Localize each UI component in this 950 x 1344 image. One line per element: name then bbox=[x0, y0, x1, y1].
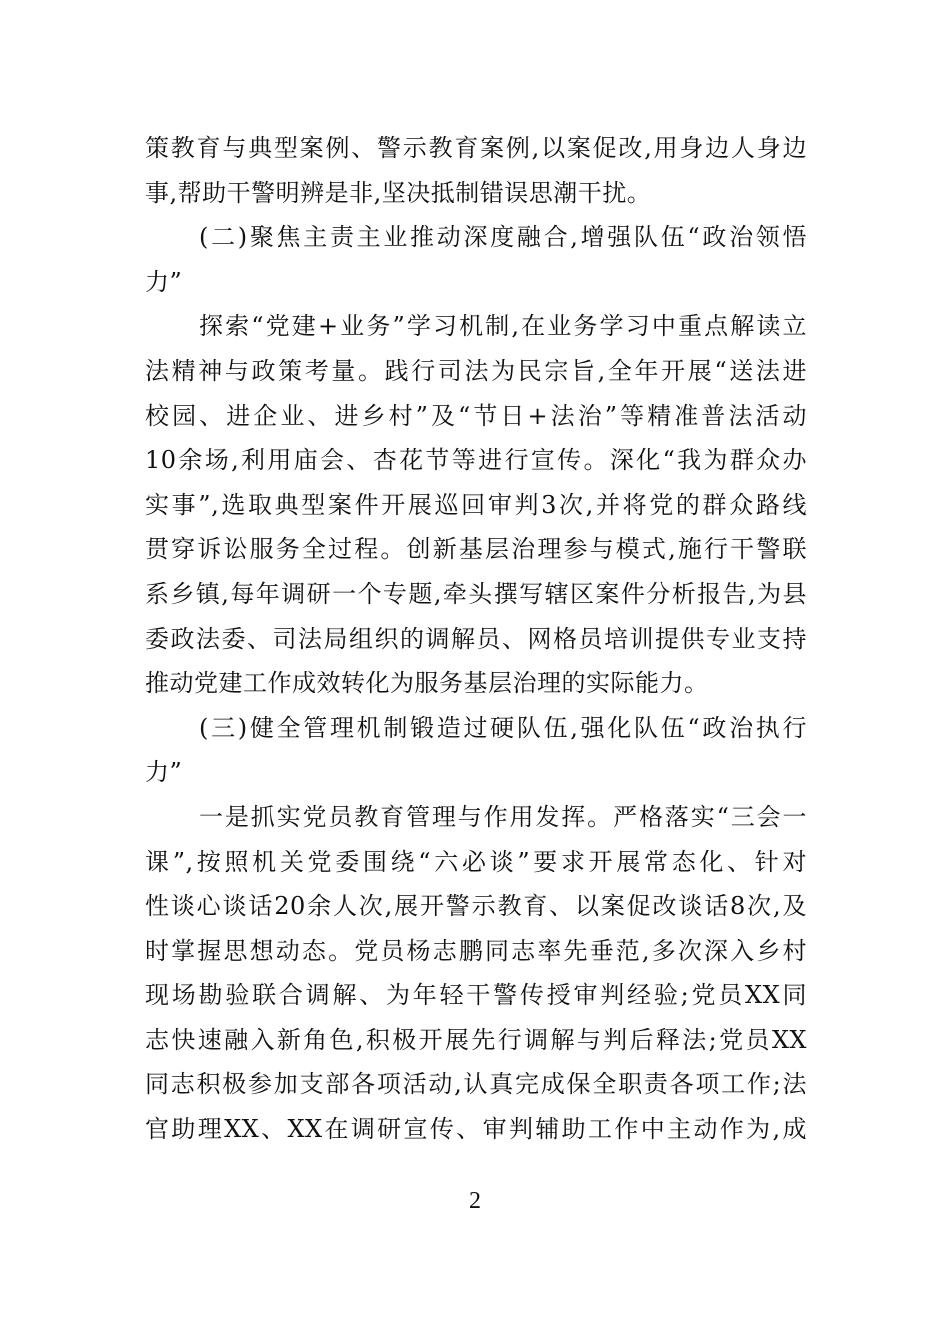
text-line: 一是抓实党员教育管理与作用发挥。严格落实“三会一 bbox=[199, 802, 807, 831]
text-line: 法精神与政策考量。践行司法为民宗旨,全年开展“送法进 bbox=[145, 356, 807, 385]
page-number: 2 bbox=[469, 1188, 481, 1214]
text-line: 课”,按照机关党委围绕“六必谈”要求开展常态化、针对 bbox=[145, 847, 807, 876]
text-line: 校园、进企业、进乡村”及“节日+法治”等精准普法活动 bbox=[145, 401, 807, 430]
text-line: 时掌握思想动态。党员杨志鹏同志率先垂范,多次深入乡村 bbox=[145, 936, 807, 965]
section-heading: 力” bbox=[145, 758, 183, 787]
document-body bbox=[145, 126, 807, 1152]
text-line: 系乡镇,每年调研一个专题,牵头撰写辖区案件分析报告,为县 bbox=[145, 579, 807, 608]
section-heading: (二)聚焦主责主业推动深度融合,增强队伍“政治领悟 bbox=[199, 223, 807, 252]
text-line: 事,帮助干警明辨是非,坚决抵制错误思潮干扰。 bbox=[145, 178, 652, 207]
text-line: 委政法委、司法局组织的调解员、网格员培训提供专业支持 bbox=[145, 624, 807, 653]
text-line: 同志积极参加支部各项活动,认真完成保全职责各项工作;法 bbox=[145, 1070, 807, 1099]
text-line: 推动党建工作成效转化为服务基层治理的实际能力。 bbox=[145, 669, 709, 698]
text-line: 官助理XX、XX在调研宣传、审判辅助工作中主动作为,成 bbox=[145, 1115, 807, 1144]
text-line: 10余场,利用庙会、杏花节等进行宣传。深化“我为群众办 bbox=[145, 446, 807, 475]
text-line: 性谈心谈话20余人次,展开警示教育、以案促改谈话8次,及 bbox=[145, 892, 807, 921]
text-line: 策教育与典型案例、警示教育案例,以案促改,用身边人身边 bbox=[145, 134, 807, 162]
text-line: 志快速融入新角色,积极开展先行调解与判后释法;党员XX bbox=[145, 1025, 807, 1054]
text-line: 探索“党建+业务”学习机制,在业务学习中重点解读立 bbox=[199, 312, 807, 341]
text-line: 实事”,选取典型案件开展巡回审判3次,并将党的群众路线 bbox=[145, 490, 807, 519]
text-line: 现场勘验联合调解、为年轻干警传授审判经验;党员XX同 bbox=[145, 981, 807, 1010]
text-line: 贯穿诉讼服务全过程。创新基层治理参与模式,施行干警联 bbox=[145, 535, 807, 564]
section-heading: (三)健全管理机制锻造过硬队伍,强化队伍“政治执行 bbox=[199, 713, 807, 742]
section-heading: 力” bbox=[145, 267, 183, 296]
